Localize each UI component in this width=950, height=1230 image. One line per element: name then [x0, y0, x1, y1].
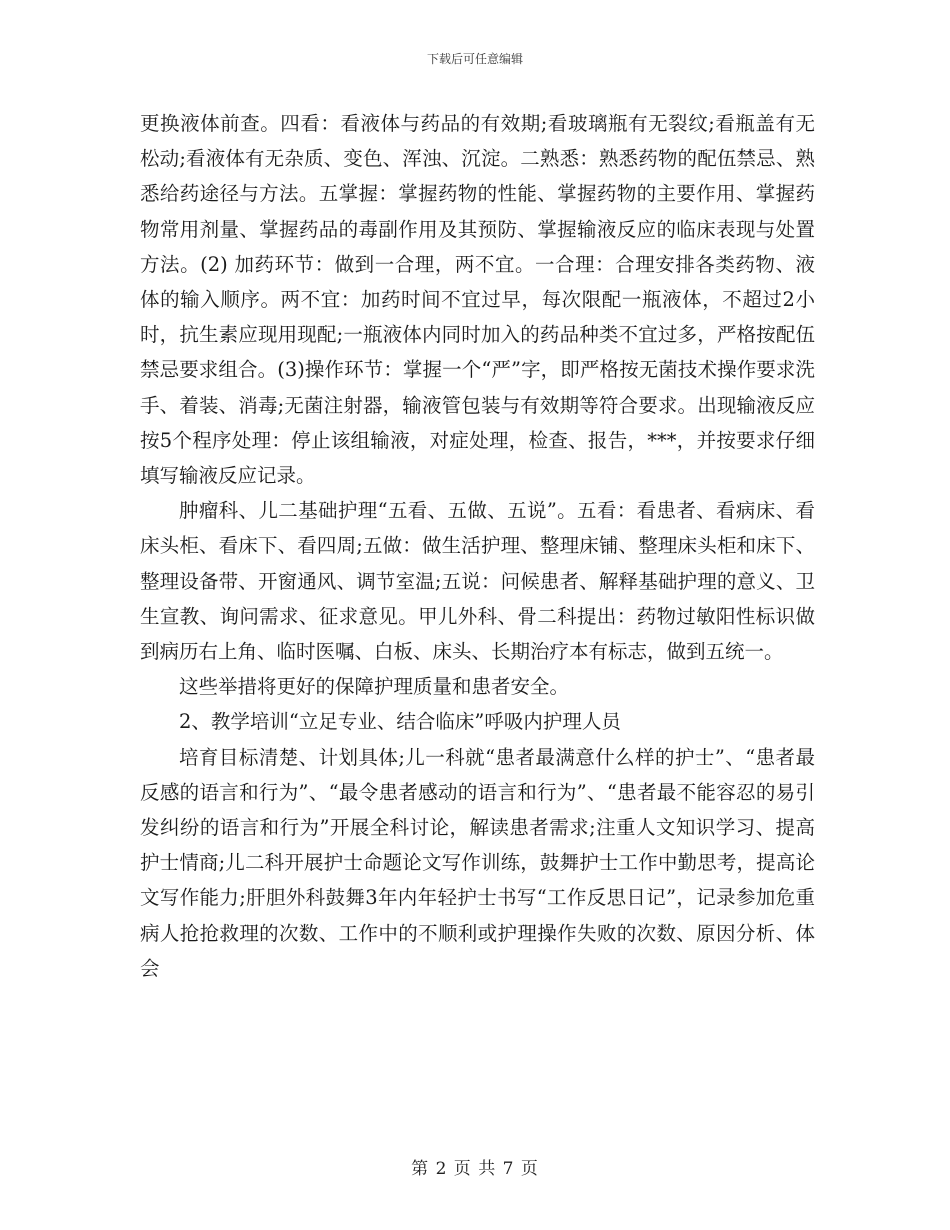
page-number: 第 2 页 共 7 页	[411, 1159, 539, 1179]
paragraph-infusion-safety: 更换液体前查。四看：看液体与药品的有效期;看玻璃瓶有无裂纹;看瓶盖有无松动;看液体有无杂质、变色、浑浊、沉淀。二熟悉：熟悉药物的配伍禁忌、熟悉给药途径与方法。五掌握：掌握药物的性能、掌握药物的主要作用、掌握药物常用剂量、掌握药品的毒副作用及其预防、掌握输液反应的临床表现与处置方法。(2) 加药环节：做到一合理，两不宜。一合理：合理安排各类药物、液体的输入顺序。两不宜：加药时间不宜过早，每次限配一瓶液体，不超过2小时，抗生素应现用现配;一瓶液体内同时加入的药品种类不宜过多，严格按配伍禁忌要求组合。(3)操作环节：掌握一个“严”字，即严格按无菌技术操作要求洗手、着装、消毒;无菌注射器，输液管包装与有效期等符合要求。出现输液反应按5个程序处理：停止该组输液，对症处理，检查、报告，***，并按要求仔细填写输液反应记录。	[140, 112, 815, 488]
paragraph-training-goals: 培育目标清楚、计划具体;儿一科就“患者最满意什么样的护士”、“患者最反感的语言和行为”、“最令患者感动的语言和行为”、“患者最不能容忍的易引发纠纷的语言和行为”开展全科讨论，解读患者需求;注重人文知识学习、提高护士情商;儿二科开展护士命题论文写作训练，鼓舞护士工作中勤思考，提高论文写作能力;肝胆外科鼓舞3年内年轻护士书写“工作反思日记”，记录参加危重病人抢抢救理的次数、工作中的不顺利或护理操作失败的次数、原因分析、体会	[140, 745, 815, 980]
paragraph-summary: 这些举措将更好的保障护理质量和患者安全。	[179, 675, 570, 699]
section-heading-teaching-training: 2、教学培训“立足专业、结合临床”呼吸内护理人员	[179, 710, 621, 734]
page-header: 下载后可任意编辑	[426, 52, 523, 66]
paragraph-basic-nursing: 肿瘤科、儿二基础护理“五看、五做、五说”。五看：看患者、看病床、看床头柜、看床下、看四周;五做：做生活护理、整理床铺、整理床头柜和床下、整理设备带、开窗通风、调节室温;五说：问候患者、解释基础护理的意义、卫生宣教、询问需求、征求意见。甲儿外科、骨二科提出：药物过敏阳性标识做到病历右上角、临时医嘱、白板、床头、长期治疗本有标志，做到五统一。	[140, 499, 815, 664]
document-body	[140, 106, 815, 986]
